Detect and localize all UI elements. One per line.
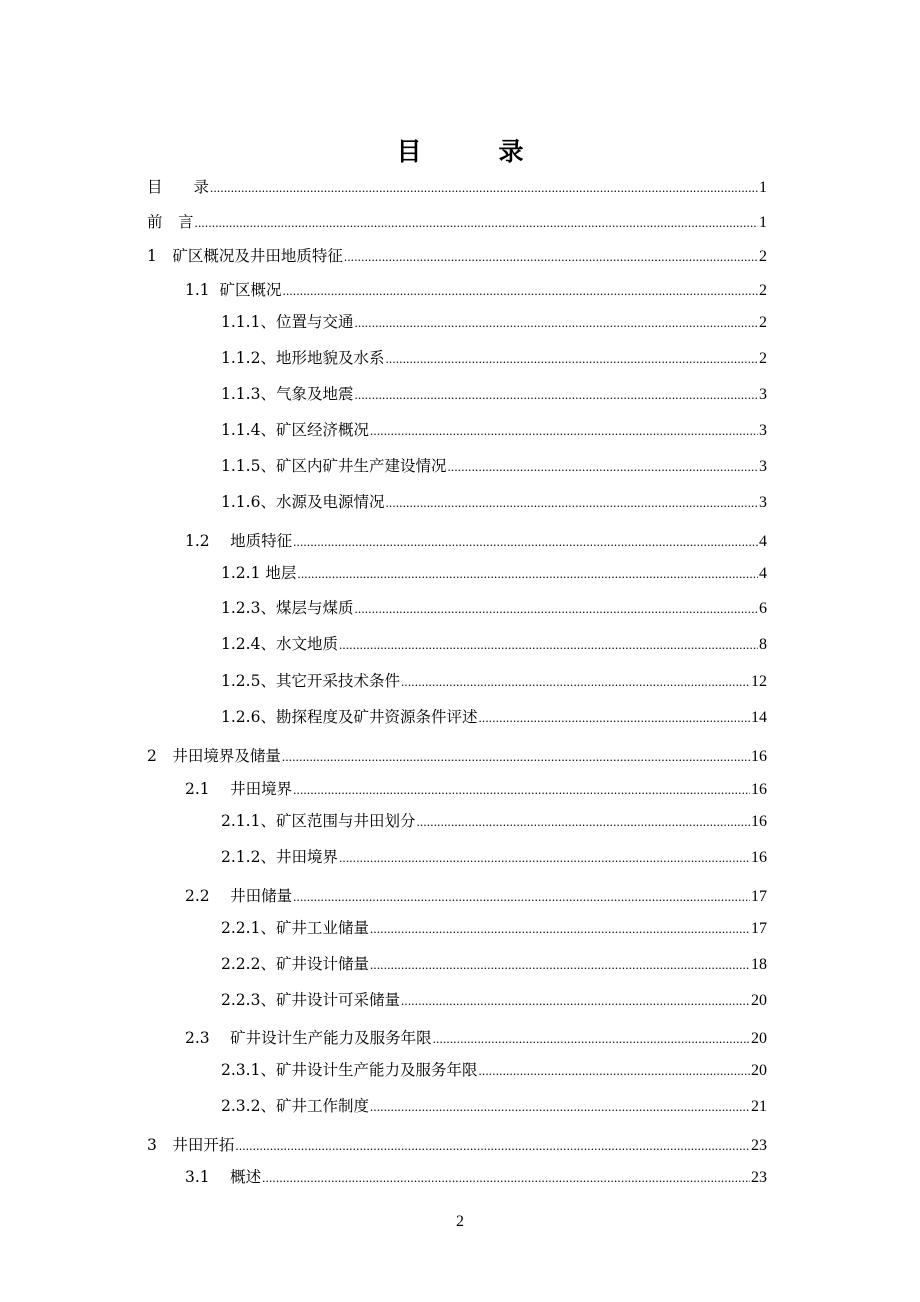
- toc-leader: [385, 495, 758, 511]
- page-title: 目 录: [396, 137, 550, 166]
- toc-entry[interactable]: [185, 884, 767, 906]
- toc-leader: [344, 249, 758, 265]
- toc-leader: [401, 993, 750, 1009]
- toc-page-number: 6: [759, 600, 767, 617]
- toc-entry[interactable]: [147, 175, 767, 197]
- toc-entry-label: 2.3.1、矿井设计生产能力及服务年限: [221, 1061, 478, 1079]
- toc-entry[interactable]: [221, 845, 767, 867]
- toc-leader: [370, 1099, 750, 1115]
- toc-leader: [354, 387, 758, 403]
- toc-entry-label: 1.2.3、煤层与煤质: [221, 599, 354, 617]
- toc-page-number: 2: [759, 248, 767, 265]
- toc-entry-label: 1 矿区概况及井田地质特征: [147, 247, 343, 265]
- toc-page-number: 1: [759, 214, 767, 231]
- toc-entry-label: 前 言: [147, 213, 194, 231]
- toc-entry[interactable]: [185, 777, 767, 799]
- toc-leader: [293, 782, 750, 798]
- toc-leader: [210, 180, 758, 196]
- toc-entry-label: 2.1.2、井田境界: [221, 848, 338, 866]
- toc-page-number: 16: [751, 813, 767, 830]
- toc-entry-label: 1.1.6、水源及电源情况: [221, 493, 385, 511]
- toc-entry[interactable]: [147, 744, 767, 766]
- toc-entry-label: 1.1 矿区概况: [185, 281, 282, 299]
- toc-entry[interactable]: [221, 705, 767, 727]
- toc-leader: [370, 921, 750, 937]
- toc-leader: [385, 351, 758, 367]
- toc-page-number: 23: [751, 1137, 767, 1154]
- toc-page-number: 1: [759, 179, 767, 196]
- toc-page-number: 4: [759, 565, 767, 582]
- toc-page-number: 2: [759, 314, 767, 331]
- toc-page-number: 17: [751, 920, 767, 937]
- toc-entry[interactable]: [185, 1165, 767, 1187]
- toc-leader: [297, 566, 758, 582]
- toc-leader: [433, 1031, 750, 1047]
- toc-entry[interactable]: [185, 1026, 767, 1048]
- toc-entry-label: 2 井田境界及储量: [147, 747, 281, 765]
- toc-entry-label: 3.1 概述: [185, 1168, 262, 1186]
- toc-page-number: 2: [759, 282, 767, 299]
- toc-entry[interactable]: [221, 1058, 767, 1080]
- toc-entry-label: 1.2.6、勘探程度及矿井资源条件评述: [221, 708, 478, 726]
- toc-page-number: 2: [759, 350, 767, 367]
- toc-leader: [478, 710, 750, 726]
- toc-page-number: 21: [751, 1098, 767, 1115]
- toc-entry-label: 2.1.1、矿区范围与井田划分: [221, 812, 416, 830]
- toc-entry[interactable]: [221, 454, 767, 476]
- toc-leader: [370, 423, 758, 439]
- toc-entry-label: 目 录: [147, 178, 210, 196]
- toc-page-number: 3: [759, 458, 767, 475]
- toc-leader: [293, 889, 750, 905]
- toc-entry[interactable]: [221, 596, 767, 618]
- toc-entry[interactable]: [221, 952, 767, 974]
- toc-entry-label: 1.2.1 地层: [221, 564, 297, 582]
- toc-entry-label: 2.2.3、矿井设计可采储量: [221, 991, 400, 1009]
- toc-leader: [235, 1138, 750, 1154]
- toc-entry[interactable]: [147, 210, 767, 232]
- toc-entry-label: 1.2 地质特征: [185, 532, 293, 550]
- toc-page-number: 8: [759, 636, 767, 653]
- toc-page-number: 3: [759, 422, 767, 439]
- toc-entry[interactable]: [221, 809, 767, 831]
- page-number: 2: [456, 1213, 464, 1230]
- toc-page-number: 4: [759, 533, 767, 550]
- toc-page-number: 3: [759, 494, 767, 511]
- toc-entry[interactable]: [221, 988, 767, 1010]
- toc-leader: [447, 459, 758, 475]
- toc-entry-label: 1.1.2、地形地貌及水系: [221, 349, 385, 367]
- toc-page-number: 23: [751, 1169, 767, 1186]
- toc-leader: [283, 283, 758, 299]
- toc-entry[interactable]: [221, 418, 767, 440]
- toc-leader: [478, 1063, 750, 1079]
- toc-leader: [354, 315, 758, 331]
- toc-page-number: 12: [751, 673, 767, 690]
- toc-leader: [339, 850, 750, 866]
- toc-page-number: 16: [751, 748, 767, 765]
- toc-page-number: 20: [751, 1062, 767, 1079]
- toc-entry-label: 1.2.4、水文地质: [221, 635, 338, 653]
- toc-leader: [282, 749, 750, 765]
- toc-entry-label: 2.2.1、矿井工业储量: [221, 919, 369, 937]
- toc-leader: [354, 601, 758, 617]
- toc-entry-label: 2.2 井田储量: [185, 887, 293, 905]
- toc-leader: [370, 957, 750, 973]
- toc-leader: [339, 637, 758, 653]
- toc-entry-label: 3 井田开拓: [147, 1136, 235, 1154]
- toc-entry[interactable]: [185, 278, 767, 300]
- toc-page-number: 16: [751, 781, 767, 798]
- toc-entry[interactable]: [221, 382, 767, 404]
- toc-page-number: 20: [751, 992, 767, 1009]
- toc-entry-label: 2.2.2、矿井设计储量: [221, 955, 369, 973]
- toc-entry[interactable]: [221, 346, 767, 368]
- toc-leader: [195, 215, 758, 231]
- toc-leader: [293, 534, 758, 550]
- toc-leader: [401, 674, 750, 690]
- toc-entry[interactable]: [185, 529, 767, 551]
- toc-leader: [262, 1170, 750, 1186]
- toc-leader: [416, 814, 750, 830]
- toc-page-number: 18: [751, 956, 767, 973]
- toc-page-number: 17: [751, 888, 767, 905]
- toc-entry[interactable]: [147, 244, 767, 266]
- toc-entry-label: 2.1 井田境界: [185, 780, 293, 798]
- toc-entry[interactable]: [221, 490, 767, 512]
- toc-entry[interactable]: [221, 310, 767, 332]
- toc-entry[interactable]: [221, 561, 767, 583]
- toc-page-number: 20: [751, 1030, 767, 1047]
- toc-entry-label: 2.3.2、矿井工作制度: [221, 1097, 369, 1115]
- toc-page-number: 14: [751, 709, 767, 726]
- toc-entry-label: 1.1.3、气象及地震: [221, 385, 354, 403]
- toc-entry-label: 1.2.5、其它开采技术条件: [221, 672, 400, 690]
- toc-entry-label: 1.1.1、位置与交通: [221, 313, 354, 331]
- toc-entry[interactable]: [221, 669, 767, 691]
- toc-entry[interactable]: [221, 916, 767, 938]
- toc-entry-label: 2.3 矿井设计生产能力及服务年限: [185, 1029, 432, 1047]
- toc-entry-label: 1.1.4、矿区经济概况: [221, 421, 369, 439]
- toc-page-number: 16: [751, 849, 767, 866]
- toc-entry[interactable]: [221, 632, 767, 654]
- toc-page-number: 3: [759, 386, 767, 403]
- toc-entry-label: 1.1.5、矿区内矿井生产建设情况: [221, 457, 447, 475]
- toc-entry[interactable]: [147, 1133, 767, 1155]
- toc-entry[interactable]: [221, 1094, 767, 1116]
